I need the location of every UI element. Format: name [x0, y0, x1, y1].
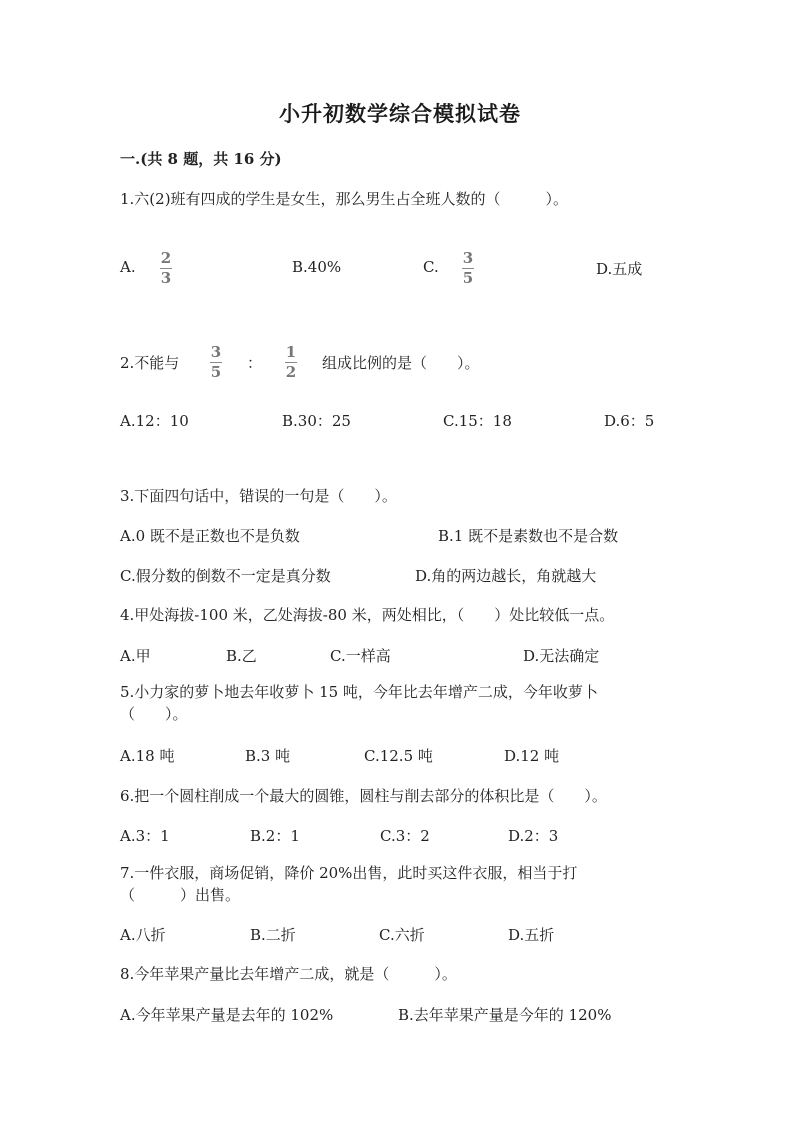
q3-option-b: B.1 既不是素数也不是合数: [438, 527, 619, 545]
q4-option-b: B.乙: [226, 647, 257, 665]
q4-option-c: C.一样高: [330, 647, 391, 665]
q7-option-b: B.二折: [250, 926, 296, 944]
section-heading: 一.(共 8 题，共 16 分): [120, 150, 282, 168]
q8-option-b: B.去年苹果产量是今年的 120%: [398, 1006, 612, 1024]
q6-option-c: C.3：2: [380, 827, 430, 845]
q3-option-d: D.角的两边越长，角就越大: [415, 567, 597, 585]
q2-fraction-2: [285, 345, 297, 380]
question-5-text: 5.小力家的萝卜地去年收萝卜 15 吨，今年比去年增产二成，今年收萝卜（ ）。: [120, 683, 598, 723]
q5-option-b: B.3 吨: [245, 747, 291, 765]
q2-option-d: D.6：5: [604, 412, 655, 430]
q2-option-a: A.12：10: [120, 412, 189, 430]
q6-option-a: A.3：1: [120, 827, 170, 845]
page-title: 小升初数学综合模拟试卷: [279, 101, 521, 126]
q4-option-a: A.甲: [120, 647, 151, 665]
q5-option-c: C.12.5 吨: [364, 747, 433, 765]
q6-option-d: D.2：3: [508, 827, 559, 845]
q2-ratio-colon: ：: [247, 354, 263, 372]
q1-option-a-label: A.: [120, 258, 136, 276]
question-2-prefix: 2.不能与: [120, 354, 180, 372]
q1-option-c-denominator: 5: [462, 269, 474, 287]
q1-option-b: B.40%: [292, 258, 342, 276]
q2-fraction-2-numerator: 1: [285, 343, 297, 361]
q8-option-a: A.今年苹果产量是去年的 102%: [120, 1006, 334, 1024]
q1-option-a-numerator: 2: [160, 249, 172, 267]
question-2-suffix: 组成比例的是（ ）。: [322, 354, 480, 372]
q1-option-c-numerator: 3: [462, 249, 474, 267]
q2-option-c: C.15：18: [443, 412, 512, 430]
q1-option-c-fraction: [462, 251, 474, 286]
q2-fraction-2-denominator: 2: [285, 363, 297, 381]
question-3-text: 3.下面四句话中，错误的一句是（ ）。: [120, 487, 397, 505]
question-6-text: 6.把一个圆柱削成一个最大的圆锥，圆柱与削去部分的体积比是（ ）。: [120, 787, 607, 805]
q3-option-c: C.假分数的倒数不一定是真分数: [120, 567, 331, 585]
q5-option-a: A.18 吨: [120, 747, 175, 765]
q2-fraction-1-denominator: 5: [210, 363, 222, 381]
q2-option-b: B.30：25: [282, 412, 351, 430]
q6-option-b: B.2：1: [250, 827, 300, 845]
q1-option-c-label: C.: [423, 258, 439, 276]
q1-option-a-fraction: [160, 251, 172, 286]
q7-option-a: A.八折: [120, 926, 166, 944]
question-1-text: 1.六(2)班有四成的学生是女生，那么男生占全班人数的（ ）。: [120, 190, 569, 208]
q3-option-a: A.0 既不是正数也不是负数: [120, 527, 300, 545]
q7-option-d: D.五折: [508, 926, 555, 944]
q2-fraction-1-numerator: 3: [210, 343, 222, 361]
q7-option-c: C.六折: [379, 926, 425, 944]
question-4-text: 4.甲处海拔-100 米，乙处海拔-80 米，两处相比，（ ）处比较低一点。: [120, 606, 615, 624]
q5-option-d: D.12 吨: [504, 747, 560, 765]
question-8-text: 8.今年苹果产量比去年增产二成，就是（ ）。: [120, 965, 457, 983]
q1-option-a-denominator: 3: [160, 269, 172, 287]
question-7-text: 7.一件衣服，商场促销，降价 20%出售，此时买这件衣服，相当于打（ ）出售。: [120, 864, 578, 904]
q4-option-d: D.无法确定: [523, 647, 600, 665]
q2-fraction-1: [210, 345, 222, 380]
q1-option-d: D.五成: [596, 260, 643, 278]
